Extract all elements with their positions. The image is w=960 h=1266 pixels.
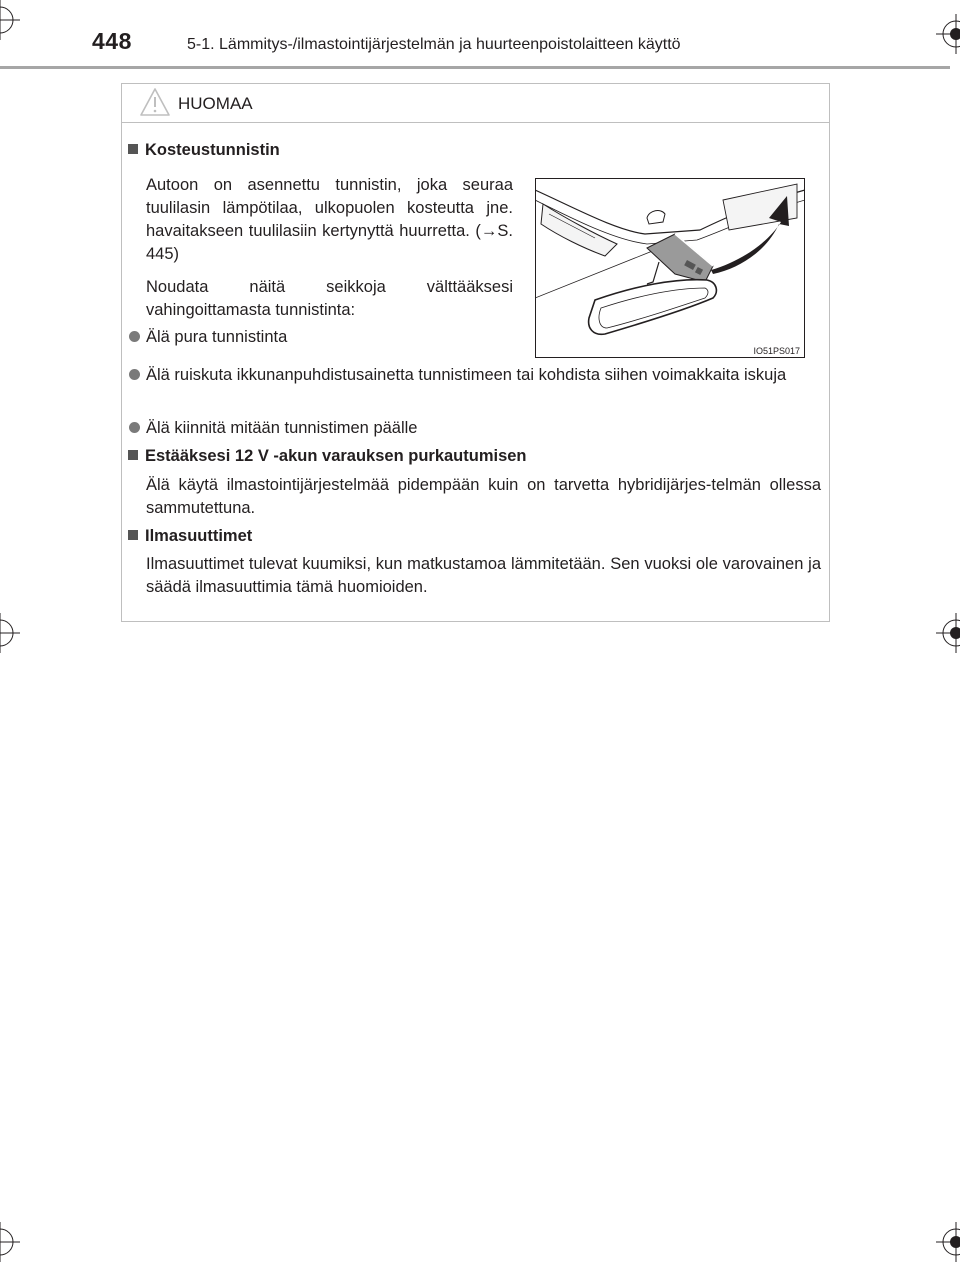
registration-mark-icon xyxy=(936,1222,960,1262)
notice-header xyxy=(122,84,829,123)
round-bullet-icon xyxy=(129,331,140,342)
bullet-item: Älä ruiskuta ikkunanpuhdistusainetta tunnistimeen tai kohdista siihen voimakkaita iskuja xyxy=(146,366,787,384)
registration-mark-icon xyxy=(0,0,20,40)
registration-mark-icon xyxy=(0,613,20,653)
section-heading-vents: Ilmasuuttimet xyxy=(128,527,252,546)
section-heading-battery: Estääksesi 12 V -akun varauksen purkautumisen xyxy=(128,447,527,466)
round-bullet-icon xyxy=(129,369,140,380)
figure-code: IO51PS017 xyxy=(753,346,800,356)
round-bullet-icon xyxy=(129,422,140,433)
sensor-illustration xyxy=(535,178,805,358)
registration-mark-icon xyxy=(936,613,960,653)
registration-mark-icon xyxy=(936,14,960,54)
sensor-description: Autoon on asennettu tunnistin, joka seuraa tuulilasin lämpötilaa, ulkopuolen kosteutta jne. havaitakseen tuulilasiin kertynyttä huurretta. (→S. 445) xyxy=(146,176,513,263)
bullet-item: Älä pura tunnistinta xyxy=(146,328,288,346)
registration-mark-icon xyxy=(0,1222,20,1262)
bullet-item: Älä kiinnitä mitään tunnistimen päälle xyxy=(146,419,418,437)
section-title: 5-1. Lämmitys-/ilmastointijärjestelmän ja huurteenpoistolaitteen käyttö xyxy=(187,36,681,53)
square-bullet-icon xyxy=(128,530,138,540)
section-heading-humidity-sensor: Kosteustunnistin xyxy=(128,141,280,160)
page-number: 448 xyxy=(92,28,132,54)
notice-title: HUOMAA xyxy=(178,94,253,113)
battery-text: Älä käytä ilmastointijärjestelmää pidempään kuin on tarvetta hybridijärjes-telmän ollessa sammutettuna. xyxy=(146,476,821,517)
sensor-instruction: Noudata näitä seikkoja välttääksesi vahingoittamasta tunnistinta: xyxy=(146,278,513,319)
vents-text: Ilmasuuttimet tulevat kuumiksi, kun matkustamoa lämmitetään. Sen vuoksi ole varovainen ja säädä ilmasuuttimia tämä huomioiden. xyxy=(146,555,821,596)
sensor-drawing xyxy=(535,178,805,358)
square-bullet-icon xyxy=(128,144,138,154)
square-bullet-icon xyxy=(128,450,138,460)
warning-triangle-icon xyxy=(139,87,171,117)
header-rule xyxy=(0,66,950,69)
